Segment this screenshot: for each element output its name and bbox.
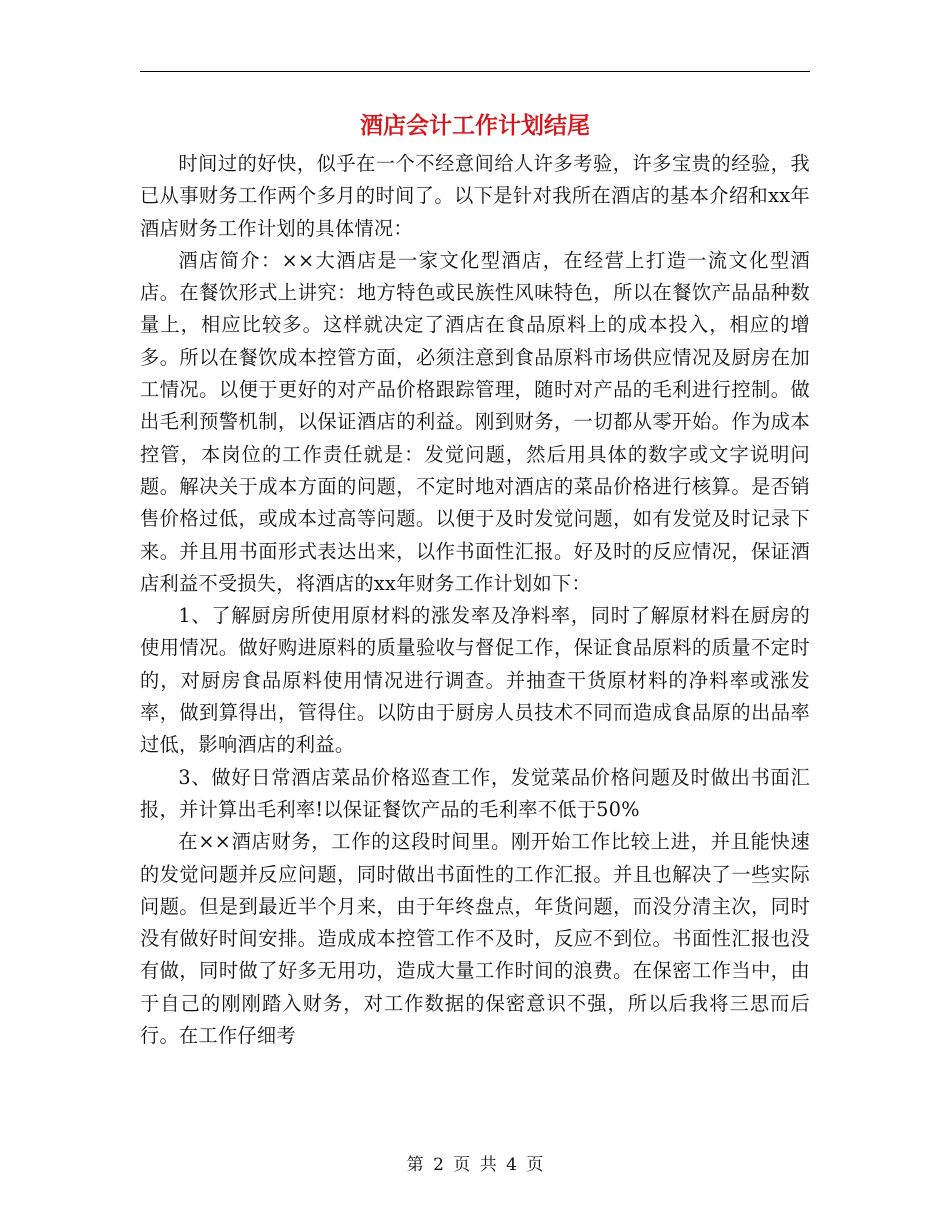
page-number-footer: 第 2 页 共 4 页: [406, 1155, 544, 1175]
header-rule: [140, 71, 810, 72]
paragraph-hotel-profile: 酒店简介：××大酒店是一家文化型酒店，在经营上打造一流文化型酒店。在餐饮形式上讲究：地方特色或民族性风味特色，所以在餐饮产品品种数量上，相应比较多。这样就决定了酒店在食品原料上的成本投入，相应的增多。所以在餐饮成本控管方面，必须注意到食品原料市场供应情况及厨房在加工情况。以便于更好的对产品价格跟踪管理，随时对产品的毛利进行控制。做出毛利预警机制，以保证酒店的利益。刚到财务，一切都从零开始。作为成本控管，本岗位的工作责任就是：发觉问题，然后用具体的数字或文字说明问题。解决关于成本方面的问题，不定时地对酒店的菜品价格进行核算。是否销售价格过低，或成本过高等问题。以便于及时发觉问题，如有发觉及时记录下来。并且用书面形式表达出来，以作书面性汇报。好及时的反应情况，保证酒店利益不受损失，将酒店的xx年财务工作计划如下：: [140, 248, 810, 595]
paragraph-intro: 时间过的好快，似乎在一个不经意间给人许多考验，许多宝贵的经验，我已从事财务工作两个多月的时间了。以下是针对我所在酒店的基本介绍和xx年酒店财务工作计划的具体情况：: [140, 152, 810, 240]
document-title: 酒店会计工作计划结尾: [360, 112, 590, 139]
document-body: [140, 148, 810, 1052]
paragraph-review: 在××酒店财务，工作的这段时间里。刚开始工作比较上进，并且能快速的发觉问题并反应问题，同时做出书面性的工作汇报。并且也解决了一些实际问题。但是到最近半个月来，由于年终盘点，年货问题，而没分清主次，同时没有做好时间安排。造成成本控管工作不及时，反应不到位。书面性汇报也没有做，同时做了好多无用功，造成大量工作时间的浪费。在保密工作当中，由于自己的刚刚踏入财务，对工作数据的保密意识不强，所以后我将三思而后行。在工作仔细考: [140, 830, 810, 1048]
paragraph-item-1: 1、了解厨房所使用原材料的涨发率及净料率，同时了解原材料在厨房的使用情况。做好购进原料的质量验收与督促工作，保证食品原料的质量不定时的，对厨房食品原料使用情况进行调查。并抽查干货原材料的净料率或涨发率，做到算得出，管得住。以防由于厨房人员技术不同而造成食品原的出品率过低，影响酒店的利益。: [140, 604, 810, 757]
paragraph-item-3: 3、做好日常酒店菜品价格巡查工作，发觉菜品价格问题及时做出书面汇报，并计算出毛利率!以保证餐饮产品的毛利率不低于50%: [140, 765, 810, 821]
